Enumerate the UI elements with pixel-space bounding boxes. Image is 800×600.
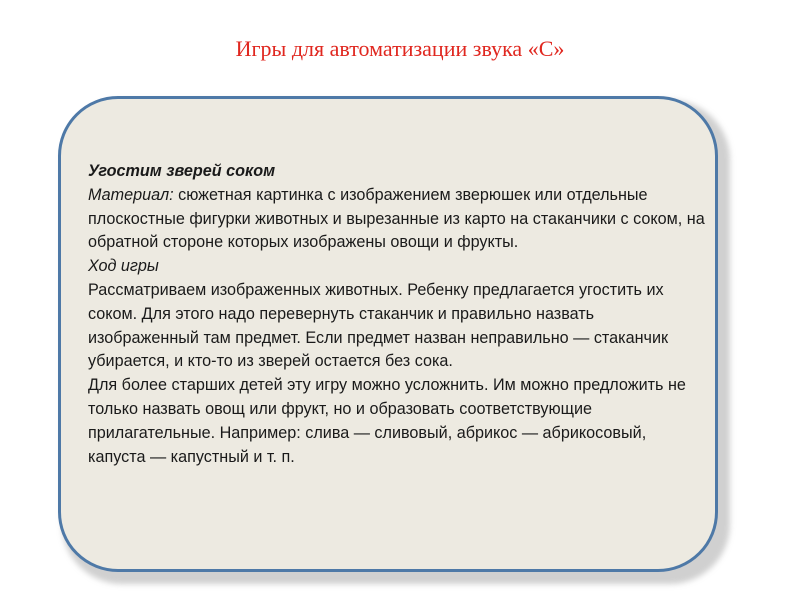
process-paragraph-2: Для более старших детей эту игру можно усложнить. Им можно предложить не только назвать овощ или фрукт, но и образовать соответствующие прилагательные. Например: слива — сливовый, абрикос — абрикосовый, капуста — капустный и т. п. [88, 376, 686, 466]
material-text: сюжетная картинка с изображением зверюшек или отдельные плоскостные фигурки животных и вырезанные из карто на стаканчики с соком, на обратной стороне которых изображены овощи и фрукты. [88, 185, 705, 252]
material-label: Материал: [88, 185, 174, 204]
material-paragraph [88, 184, 708, 255]
game-title: Угостим зверей соком [88, 162, 276, 180]
process-paragraph-1: Рассматриваем изображенных животных. Ребенку предлагается угостить их соком. Для этого надо перевернуть стаканчик и правильно назвать изображенный там предмет. Если предмет назван неправильно — стаканчик убирается, и кто-то из зверей остается без сока. [88, 280, 669, 371]
slide-title: Игры для автоматизации звука «С» [235, 36, 565, 61]
card-content [88, 160, 708, 469]
process-heading: Ход игры [88, 257, 159, 276]
